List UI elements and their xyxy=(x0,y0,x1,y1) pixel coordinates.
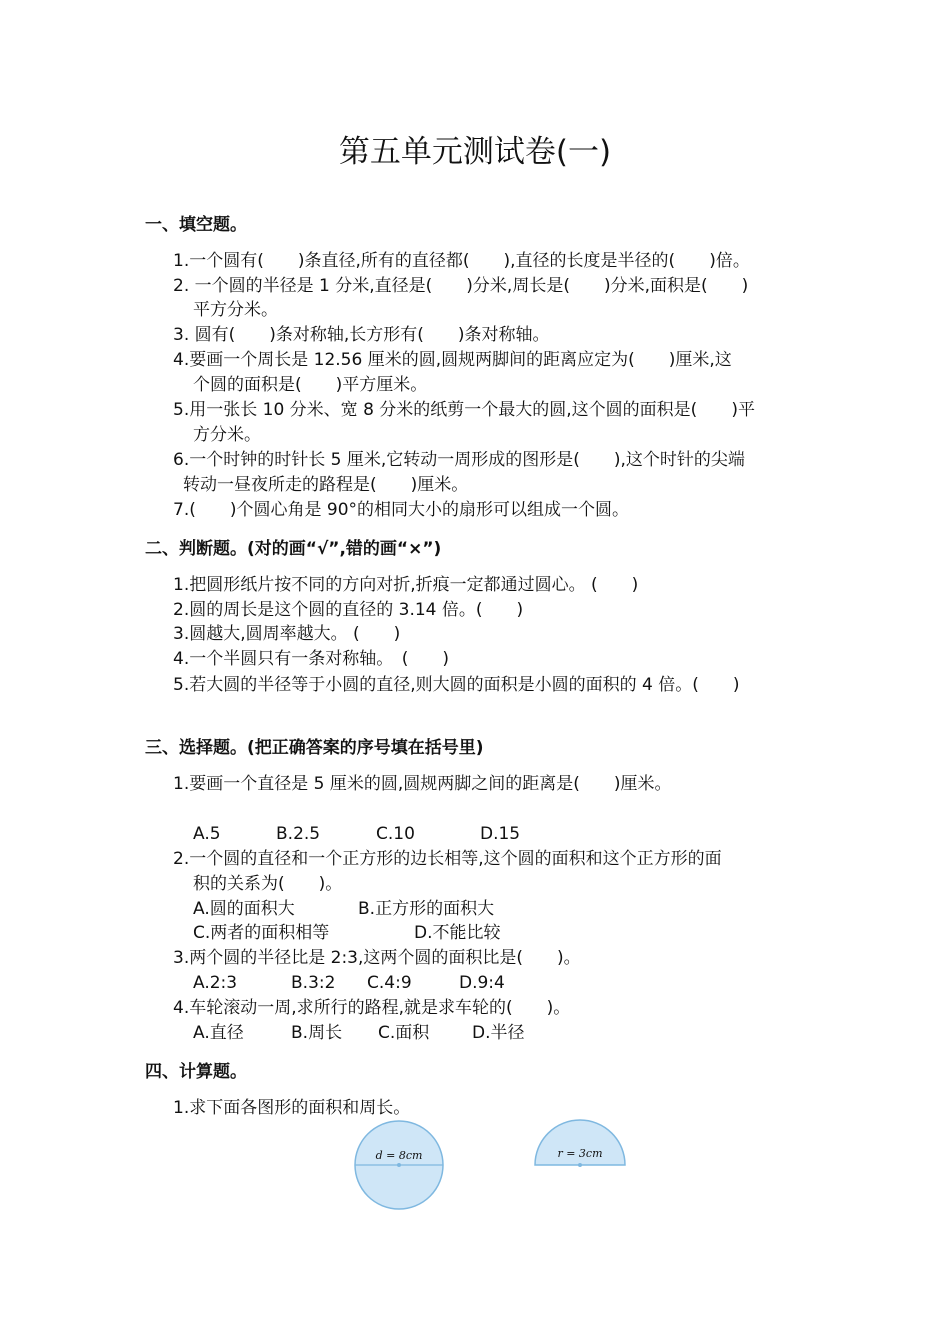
section-heading-calc: 四、计算题。 xyxy=(145,1062,247,1082)
fill-q3: 3. 圆有( )条对称轴,长方形有( )条对称轴。 xyxy=(173,325,550,345)
choice-q2-line2: 积的关系为( )。 xyxy=(193,874,343,894)
fill-q2-line1: 2. 一个圆的半径是 1 分米,直径是( )分米,周长是( )分米,面积是( ) xyxy=(173,276,749,296)
choice-q1-option-b: B.2.5 xyxy=(276,824,321,844)
fill-q2-line2: 平方分米。 xyxy=(193,300,278,320)
choice-q3: 3.两个圆的半径比是 2:3,这两个圆的面积比是( )。 xyxy=(173,948,581,968)
choice-q2-option-d: D.不能比较 xyxy=(414,923,501,943)
fill-q4-line2: 个圆的面积是( )平方厘米。 xyxy=(193,375,428,395)
choice-q3-option-b: B.3:2 xyxy=(291,973,336,993)
fill-q6-line1: 6.一个时钟的时针长 5 厘米,它转动一周形成的图形是( ),这个时针的尖端 xyxy=(173,450,745,470)
judge-q2: 2.圆的周长是这个圆的直径的 3.14 倍。( ) xyxy=(173,600,524,620)
choice-q4-option-c: C.面积 xyxy=(378,1023,430,1043)
circle-diameter-label: d = 8cm xyxy=(375,1149,423,1162)
choice-q3-option-a: A.2:3 xyxy=(193,973,238,993)
calc-q1: 1.求下面各图形的面积和周长。 xyxy=(173,1098,411,1118)
choice-q1-option-d: D.15 xyxy=(480,824,521,844)
choice-q4-option-d: D.半径 xyxy=(472,1023,525,1043)
choice-q1-option-c: C.10 xyxy=(376,824,415,844)
judge-q5: 5.若大圆的半径等于小圆的直径,则大圆的面积是小圆的面积的 4 倍。( ) xyxy=(173,675,740,695)
fill-q5-line2: 方分米。 xyxy=(193,425,261,445)
judge-q3: 3.圆越大,圆周率越大。 ( ) xyxy=(173,624,401,644)
choice-q4-option-b: B.周长 xyxy=(291,1023,343,1043)
choice-q2-option-b: B.正方形的面积大 xyxy=(358,899,495,919)
fill-q5-line1: 5.用一张长 10 分米、宽 8 分米的纸剪一个最大的圆,这个圆的面积是( )平 xyxy=(173,400,755,420)
choice-q2-option-c: C.两者的面积相等 xyxy=(193,923,330,943)
section-heading-judge: 二、判断题。(对的画“√”,错的画“×”) xyxy=(145,539,442,559)
judge-q1: 1.把圆形纸片按不同的方向对折,折痕一定都通过圆心。 ( ) xyxy=(173,575,639,595)
choice-q1: 1.要画一个直径是 5 厘米的圆,圆规两脚之间的距离是( )厘米。 xyxy=(173,774,672,794)
fill-q7: 7.( )个圆心角是 90°的相同大小的扇形可以组成一个圆。 xyxy=(173,500,630,520)
fill-q4-line1: 4.要画一个周长是 12.56 厘米的圆,圆规两脚间的距离应定为( )厘米,这 xyxy=(173,350,732,370)
choice-q1-option-a: A.5 xyxy=(193,824,221,844)
fill-q1: 1.一个圆有( )条直径,所有的直径都( ),直径的长度是半径的( )倍。 xyxy=(173,251,750,271)
choice-q4-option-a: A.直径 xyxy=(193,1023,244,1043)
circle-figure xyxy=(350,1118,448,1214)
choice-q3-option-d: D.9:4 xyxy=(459,973,505,993)
section-heading-fill: 一、填空题。 xyxy=(145,215,247,235)
page-title: 第五单元测试卷(一) xyxy=(338,134,612,170)
choice-q2-line1: 2.一个圆的直径和一个正方形的边长相等,这个圆的面积和这个正方形的面 xyxy=(173,849,722,869)
semicircle-radius-label: r = 3cm xyxy=(557,1147,603,1160)
semicircle-figure xyxy=(532,1118,628,1170)
judge-q4: 4.一个半圆只有一条对称轴。 ( ) xyxy=(173,649,449,669)
section-heading-choice: 三、选择题。(把正确答案的序号填在括号里) xyxy=(145,738,484,758)
fill-q6-line2: 转动一昼夜所走的路程是( )厘米。 xyxy=(183,475,469,495)
choice-q4: 4.车轮滚动一周,求所行的路程,就是求车轮的( )。 xyxy=(173,998,571,1018)
choice-q3-option-c: C.4:9 xyxy=(367,973,412,993)
choice-q2-option-a: A.圆的面积大 xyxy=(193,899,295,919)
